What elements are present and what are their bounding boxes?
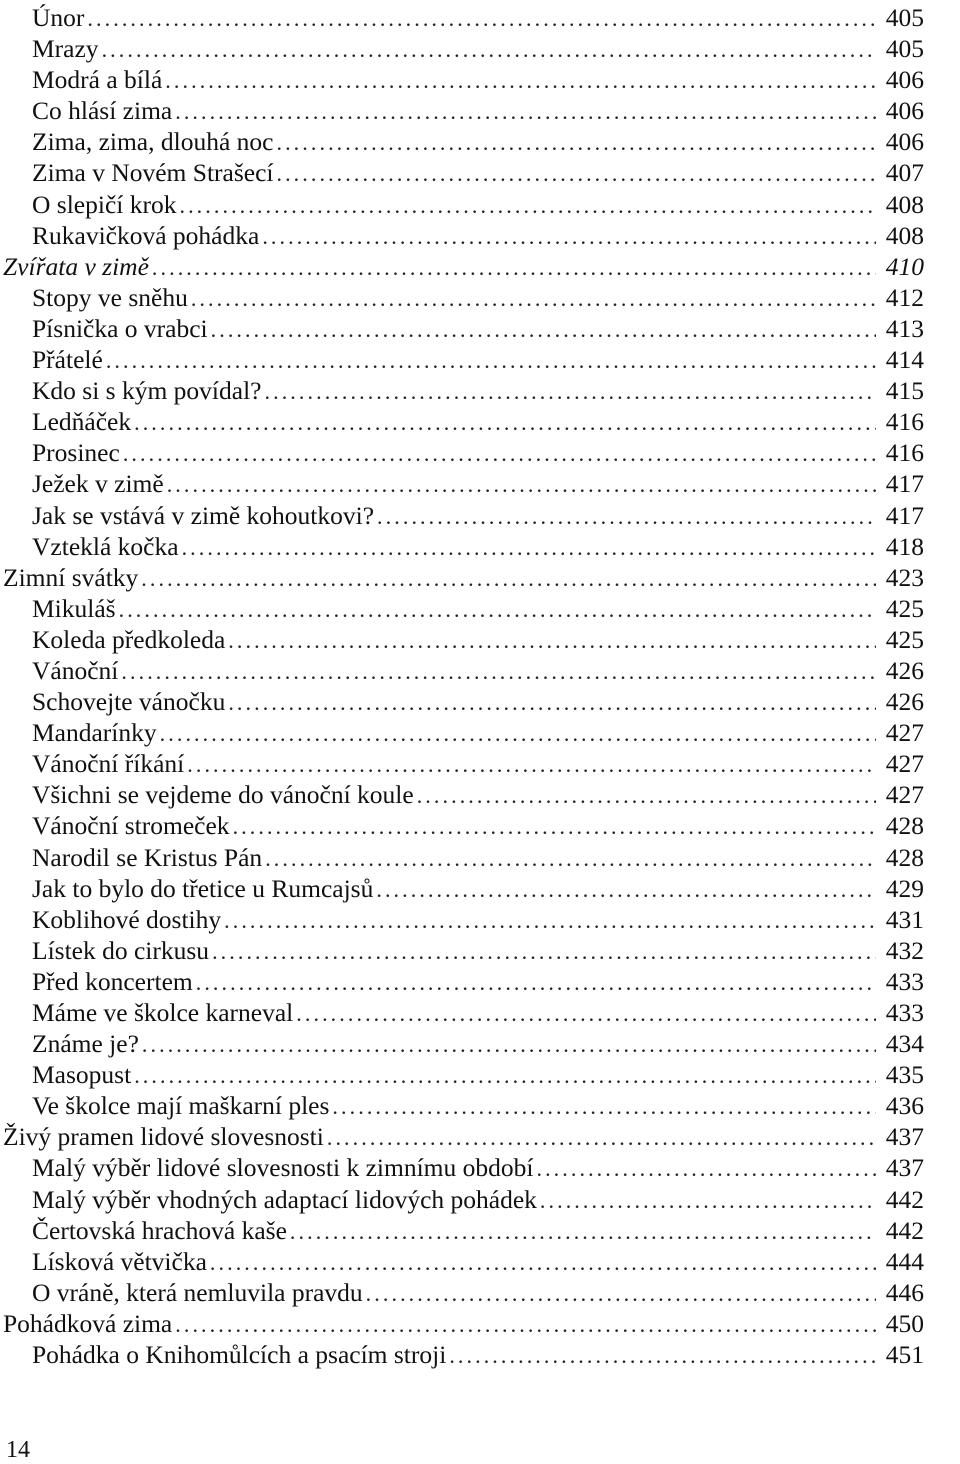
toc-entry xyxy=(0,157,924,188)
entry-page-number: 429 xyxy=(885,873,924,903)
toc-entry xyxy=(0,997,924,1028)
toc-entry xyxy=(0,406,924,437)
entry-title: Co hlásí zima xyxy=(32,96,173,126)
dot-leader xyxy=(376,874,876,905)
entry-title: Zvířata v zimě xyxy=(3,251,149,281)
dot-leader xyxy=(134,1060,876,1091)
toc-entry xyxy=(0,1090,924,1121)
dot-leader xyxy=(417,780,876,811)
toc-entry xyxy=(0,500,924,531)
entry-page-number: 416 xyxy=(885,438,924,468)
toc-entry xyxy=(0,468,924,499)
toc-entry xyxy=(0,873,924,904)
dot-leader xyxy=(332,1091,876,1122)
toc-entry xyxy=(0,1215,924,1246)
dot-leader xyxy=(366,1278,876,1309)
dot-leader xyxy=(142,1029,876,1060)
entry-page-number: 432 xyxy=(885,935,924,965)
entry-page-number: 408 xyxy=(885,220,924,250)
entry-title: Zima v Novém Strašecí xyxy=(32,158,274,188)
entry-title: Mikuláš xyxy=(32,593,116,623)
toc-section-entry xyxy=(0,1121,924,1152)
entry-page-number: 437 xyxy=(885,1122,924,1152)
dot-leader xyxy=(327,1122,876,1153)
toc-entry xyxy=(0,686,924,717)
dot-leader xyxy=(165,65,876,96)
entry-page-number: 405 xyxy=(885,3,924,32)
entry-title: Máme ve školce karneval xyxy=(32,998,294,1027)
dot-leader xyxy=(191,283,876,314)
entry-page-number: 417 xyxy=(885,469,924,499)
dot-leader xyxy=(175,96,876,127)
toc-entry xyxy=(0,531,924,562)
entry-title: O slepičí krok xyxy=(32,189,177,219)
dot-leader xyxy=(106,345,876,376)
toc-section-entry xyxy=(0,251,924,282)
entry-title: Malý výběr vhodných adaptací lidových pohádek xyxy=(32,1184,537,1214)
entry-title: Lísková větvička xyxy=(32,1246,207,1276)
entry-title: Pohádková zima xyxy=(3,1308,173,1338)
dot-leader xyxy=(536,1153,876,1184)
dot-leader xyxy=(265,843,876,874)
entry-title: Ledňáček xyxy=(32,407,132,437)
entry-title: Malý výběr lidové slovesnosti k zimnímu období xyxy=(32,1153,534,1183)
entry-title: O vráně, která nemluvila pravdu xyxy=(32,1277,363,1307)
entry-page-number: 446 xyxy=(885,1277,924,1307)
entry-title: Mrazy xyxy=(32,34,99,64)
toc-entry xyxy=(0,810,924,841)
entry-page-number: 427 xyxy=(885,718,924,748)
entry-page-number: 416 xyxy=(885,407,924,437)
entry-page-number: 418 xyxy=(885,531,924,561)
entry-title: Únor xyxy=(32,3,85,32)
dot-leader xyxy=(182,532,876,563)
entry-page-number: 405 xyxy=(885,34,924,64)
entry-title: Schovejte vánočku xyxy=(32,687,226,717)
dot-leader xyxy=(141,563,876,594)
entry-title: Čertovská hrachová kaše xyxy=(32,1215,287,1245)
entry-page-number: 425 xyxy=(885,624,924,654)
entry-title: Živý pramen lidové slovesnosti xyxy=(3,1122,324,1152)
toc-entry xyxy=(0,1059,924,1090)
toc-entry xyxy=(0,220,924,251)
entry-page-number: 431 xyxy=(885,904,924,934)
entry-title: Mandarínky xyxy=(32,718,157,748)
dot-leader xyxy=(196,967,876,998)
entry-title: Písnička o vrabci xyxy=(32,313,208,343)
entry-page-number: 414 xyxy=(885,345,924,375)
entry-title: Rukavičková pohádka xyxy=(32,220,260,250)
entry-page-number: 406 xyxy=(885,65,924,95)
dot-leader xyxy=(134,407,876,438)
toc-entry xyxy=(0,344,924,375)
entry-title: Vánoční xyxy=(32,655,119,685)
toc-entry xyxy=(0,313,924,344)
entry-title: Přátelé xyxy=(32,345,103,375)
entry-page-number: 428 xyxy=(885,811,924,841)
dot-leader xyxy=(123,438,876,469)
dot-leader xyxy=(540,1185,876,1216)
entry-title: Ježek v zimě xyxy=(32,469,164,499)
page-number: 14 xyxy=(6,1437,30,1463)
entry-title: Stopy ve sněhu xyxy=(32,282,188,312)
dot-leader xyxy=(228,625,876,656)
toc-entry xyxy=(0,904,924,935)
entry-page-number: 412 xyxy=(885,282,924,312)
toc-entry xyxy=(0,1152,924,1183)
entry-title: Koblihové dostihy xyxy=(32,904,222,934)
dot-leader xyxy=(152,252,876,283)
dot-leader xyxy=(212,936,876,967)
toc-entry xyxy=(0,2,924,33)
entry-title: Lístek do cirkusu xyxy=(32,935,210,965)
entry-page-number: 423 xyxy=(885,562,924,592)
toc-entry xyxy=(0,717,924,748)
entry-title: Před koncertem xyxy=(32,966,193,996)
entry-page-number: 451 xyxy=(885,1340,924,1370)
toc-entry xyxy=(0,1339,924,1370)
dot-leader xyxy=(262,221,876,252)
entry-title: Vánoční říkání xyxy=(32,749,185,779)
dot-leader xyxy=(228,687,876,718)
entry-title: Ve školce mají maškarní ples xyxy=(32,1091,330,1121)
toc-entry xyxy=(0,375,924,406)
entry-page-number: 413 xyxy=(885,313,924,343)
toc-entry xyxy=(0,437,924,468)
toc-entry xyxy=(0,1184,924,1215)
toc-entry xyxy=(0,1246,924,1277)
entry-page-number: 406 xyxy=(885,96,924,126)
dot-leader xyxy=(233,811,876,842)
dot-leader xyxy=(187,749,876,780)
entry-title: Kdo si s kým povídal? xyxy=(32,376,262,406)
dot-leader xyxy=(121,656,876,687)
entry-page-number: 450 xyxy=(885,1308,924,1338)
dot-leader xyxy=(276,158,876,189)
entry-page-number: 426 xyxy=(885,655,924,685)
dot-leader xyxy=(175,1309,876,1340)
entry-title: Všichni se vejdeme do vánoční koule xyxy=(32,780,414,810)
entry-title: Zimní svátky xyxy=(3,562,139,592)
entry-page-number: 426 xyxy=(885,687,924,717)
toc-section-entry xyxy=(0,1308,924,1339)
entry-page-number: 433 xyxy=(885,966,924,996)
entry-page-number: 442 xyxy=(885,1215,924,1245)
toc-entry xyxy=(0,282,924,313)
toc-entry xyxy=(0,966,924,997)
toc-section-entry xyxy=(0,562,924,593)
dot-leader xyxy=(160,718,876,749)
dot-leader xyxy=(102,34,876,65)
toc-entry xyxy=(0,1277,924,1308)
dot-leader xyxy=(87,3,876,34)
toc-entry xyxy=(0,64,924,95)
dot-leader xyxy=(224,905,876,936)
entry-page-number: 434 xyxy=(885,1029,924,1059)
entry-title: Koleda předkoleda xyxy=(32,624,226,654)
entry-title: Prosinec xyxy=(32,438,120,468)
toc-entry xyxy=(0,33,924,64)
entry-page-number: 435 xyxy=(885,1060,924,1090)
entry-page-number: 436 xyxy=(885,1091,924,1121)
toc-entry xyxy=(0,189,924,220)
toc-entry xyxy=(0,95,924,126)
entry-page-number: 417 xyxy=(885,500,924,530)
dot-leader xyxy=(449,1340,876,1371)
toc-entry xyxy=(0,779,924,810)
entry-title: Vzteklá kočka xyxy=(32,531,179,561)
entry-page-number: 444 xyxy=(885,1246,924,1276)
entry-title: Známe je? xyxy=(32,1029,139,1059)
entry-title: Jak to bylo do třetice u Rumcajsů xyxy=(32,873,374,903)
entry-page-number: 437 xyxy=(885,1153,924,1183)
entry-page-number: 415 xyxy=(885,376,924,406)
dot-leader xyxy=(265,376,877,407)
entry-page-number: 410 xyxy=(885,251,924,281)
toc-entry xyxy=(0,593,924,624)
entry-page-number: 442 xyxy=(885,1184,924,1214)
entry-title: Modrá a bílá xyxy=(32,65,163,95)
entry-page-number: 407 xyxy=(885,158,924,188)
dot-leader xyxy=(167,469,876,500)
dot-leader xyxy=(290,1216,876,1247)
entry-page-number: 427 xyxy=(885,749,924,779)
entry-title: Jak se vstává v zimě kohoutkovi? xyxy=(32,500,375,530)
entry-page-number: 427 xyxy=(885,780,924,810)
toc-entry xyxy=(0,935,924,966)
entry-title: Masopust xyxy=(32,1060,132,1090)
dot-leader xyxy=(276,127,876,158)
entry-page-number: 408 xyxy=(885,189,924,219)
entry-title: Zima, zima, dlouhá noc xyxy=(32,127,274,157)
dot-leader xyxy=(119,594,876,625)
toc-entry xyxy=(0,842,924,873)
toc-entry xyxy=(0,655,924,686)
entry-page-number: 428 xyxy=(885,842,924,872)
entry-title: Pohádka o Knihomůlcích a psacím stroji xyxy=(32,1340,447,1370)
dot-leader xyxy=(377,501,876,532)
dot-leader xyxy=(210,1247,876,1278)
entry-title: Narodil se Kristus Pán xyxy=(32,842,263,872)
entry-title: Vánoční stromeček xyxy=(32,811,230,841)
toc-entry xyxy=(0,624,924,655)
toc-entry xyxy=(0,126,924,157)
dot-leader xyxy=(296,998,876,1029)
toc-entry xyxy=(0,748,924,779)
toc-entry xyxy=(0,1028,924,1059)
dot-leader xyxy=(211,314,876,345)
dot-leader xyxy=(179,190,876,221)
table-of-contents xyxy=(0,2,924,1370)
entry-page-number: 433 xyxy=(885,998,924,1027)
entry-page-number: 425 xyxy=(885,593,924,623)
entry-page-number: 406 xyxy=(885,127,924,157)
